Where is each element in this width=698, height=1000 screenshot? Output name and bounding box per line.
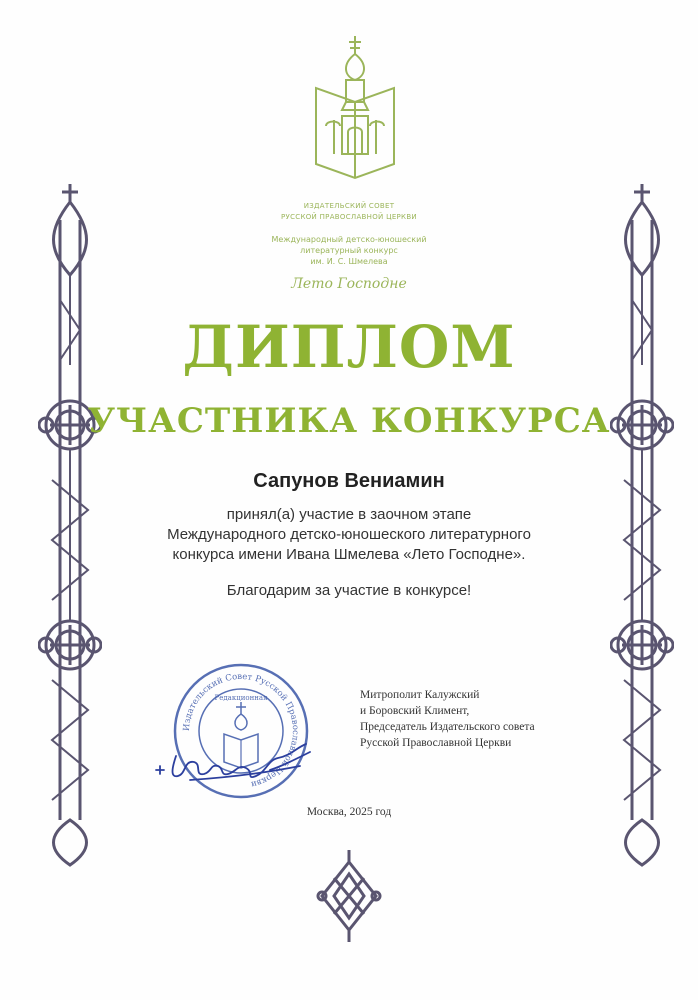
body-line-1: принял(а) участие в заочном этапе [226,506,472,523]
signer-line-4: Русской Православной Церкви [360,737,512,749]
place-and-date: Москва, 2025 год [306,806,392,818]
stamp-ring-text: Издательский Совет Русской Православной Церкви [181,671,301,789]
thanks-line: Благодарим за участие в конкурсе! [226,582,472,599]
contest-line-2: литературный конкурс [300,246,398,255]
recipient-name: Сапунов Вениамин [253,470,445,492]
diploma-subtitle: УЧАСТНИКА КОНКУРСА [87,401,611,441]
church-book-logo [312,36,398,186]
signer-line-1: Митрополит Калужский [360,689,480,701]
contest-name: Лето Господне [291,276,407,292]
bottom-knot-ornament [316,848,382,944]
signer-line-3: Председатель Издательского совета [360,721,535,733]
handwritten-signature [150,730,325,790]
publisher-line-2: РУССКОЙ ПРАВОСЛАВНОЙ ЦЕРКВИ [281,213,417,221]
stamp-center-text: Редакционная [214,694,268,702]
publisher-line-1: ИЗДАТЕЛЬСКИЙ СОВЕТ [303,202,395,210]
contest-line-1: Международный детско-юношеский [271,235,427,244]
body-line-2: Международного детско-юношеского литературного [167,526,531,543]
signer-line-2: и Боровский Климент, [360,705,470,717]
contest-line-3: им. И. С. Шмелева [310,257,388,266]
diploma-title: ДИПЛОМ [182,313,516,381]
body-line-3: конкурса имени Ивана Шмелева «Лето Господне». [172,546,526,563]
